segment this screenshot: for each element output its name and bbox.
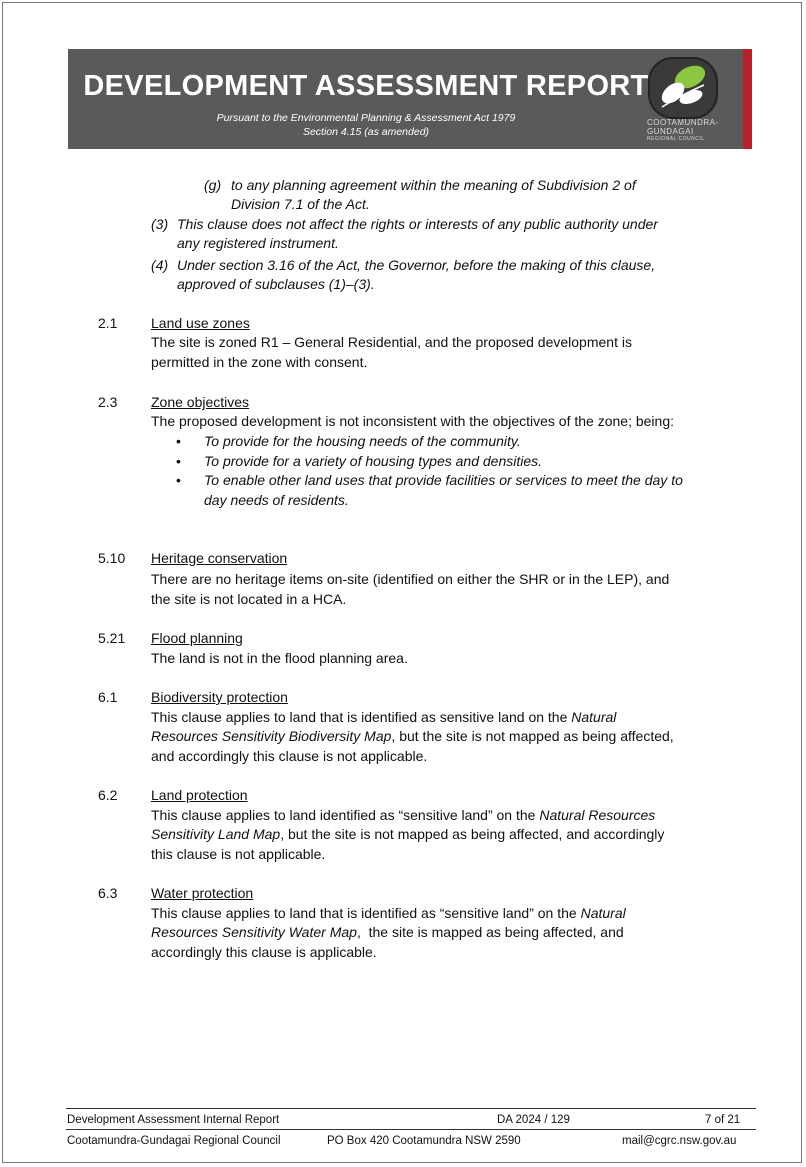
- clause-4-label: (4): [151, 257, 169, 273]
- footer-rule-middle: [66, 1129, 756, 1130]
- footer-da-number: DA 2024 / 129: [497, 1114, 570, 1126]
- section-number-6-2: 6.2: [98, 787, 118, 803]
- report-subtitle-act: Pursuant to the Environmental Planning & Assessment Act 1979: [216, 112, 516, 124]
- footer-council-name: Cootamundra-Gundagai Regional Council: [67, 1135, 281, 1147]
- report-banner: [68, 49, 752, 149]
- section-heading-land-use-zones: Land use zones: [151, 315, 250, 331]
- section-6-2-line-1: This clause applies to land identified as “sensitive land” on the Natural Resources: [151, 807, 656, 823]
- section-2-1-line-2: permitted in the zone with consent.: [151, 354, 368, 370]
- section-6-2-line-2: Sensitivity Land Map, but the site is not mapped as being affected, and accordingly: [151, 826, 665, 842]
- footer-report-name: Development Assessment Internal Report: [67, 1114, 280, 1126]
- clause-g-line-1: to any planning agreement within the meaning of Subdivision 2 of: [231, 177, 636, 193]
- footer-page-number: 7 of 21: [705, 1114, 741, 1126]
- clause-4-line-1: Under section 3.16 of the Act, the Governor, before the making of this clause,: [177, 257, 656, 273]
- bullet-icon: •: [176, 433, 181, 449]
- council-logo-text: COOTAMUNDRA- GUNDAGAI REGIONAL COUNCIL: [647, 118, 719, 142]
- zone-objective-2: To provide for a variety of housing types and densities.: [204, 453, 543, 469]
- bullet-icon: •: [176, 453, 181, 469]
- section-heading-water-protection: Water protection: [151, 885, 254, 901]
- section-6-2-line-3: this clause is not applicable.: [151, 846, 326, 862]
- section-5-21-line-1: The land is not in the flood planning area.: [151, 650, 408, 666]
- section-number-6-1: 6.1: [98, 689, 118, 705]
- report-title: DEVELOPMENT ASSESSMENT REPORT: [83, 70, 649, 102]
- zone-objective-3-line-2: day needs of residents.: [204, 492, 349, 508]
- banner-red-strip: [743, 49, 752, 149]
- clause-g-line-2: Division 7.1 of the Act.: [231, 196, 370, 212]
- footer-email-link[interactable]: mail@cgrc.nsw.gov.au: [622, 1135, 737, 1147]
- clause-g-label: (g): [204, 177, 222, 193]
- bullet-icon: •: [176, 472, 181, 488]
- section-6-1-line-1: This clause applies to land that is identified as sensitive land on the Natural: [151, 709, 617, 725]
- clause-4-line-2: approved of subclauses (1)–(3).: [177, 276, 375, 292]
- footer-rule-top: [66, 1108, 756, 1109]
- section-number-2-1: 2.1: [98, 315, 118, 331]
- section-2-1-line-1: The site is zoned R1 – General Residential, and the proposed development is: [151, 334, 632, 350]
- section-6-1-line-3: and accordingly this clause is not applicable.: [151, 748, 428, 764]
- section-6-3-line-1: This clause applies to land that is identified as “sensitive land” on the Natural: [151, 905, 626, 921]
- section-heading-flood-planning: Flood planning: [151, 630, 243, 646]
- section-heading-heritage-conservation: Heritage conservation: [151, 550, 288, 566]
- section-5-10-line-1: There are no heritage items on-site (identified on either the SHR or in the LEP), and: [151, 571, 670, 587]
- section-number-6-3: 6.3: [98, 885, 118, 901]
- zone-objective-1: To provide for the housing needs of the community.: [204, 433, 521, 449]
- section-heading-zone-objectives: Zone objectives: [151, 394, 250, 410]
- footer-po-box: PO Box 420 Cootamundra NSW 2590: [327, 1135, 521, 1147]
- section-6-3-line-2: Resources Sensitivity Water Map, the site is mapped as being affected, and: [151, 924, 624, 940]
- section-2-3-line-1: The proposed development is not inconsistent with the objectives of the zone; being:: [151, 413, 674, 429]
- section-number-5-10: 5.10: [98, 550, 126, 566]
- section-number-5-21: 5.21: [98, 630, 126, 646]
- section-6-3-line-3: accordingly this clause is applicable.: [151, 944, 377, 960]
- clause-3-line-1: This clause does not affect the rights or interests of any public authority under: [177, 216, 658, 232]
- section-heading-land-protection: Land protection: [151, 787, 248, 803]
- section-number-2-3: 2.3: [98, 394, 118, 410]
- section-heading-biodiversity-protection: Biodiversity protection: [151, 689, 288, 705]
- report-subtitle-section: Section 4.15 (as amended): [302, 126, 430, 138]
- zone-objective-3-line-1: To enable other land uses that provide facilities or services to meet the day to: [204, 472, 683, 488]
- section-6-1-line-2: Resources Sensitivity Biodiversity Map, but the site is not mapped as being affected,: [151, 728, 674, 744]
- clause-3-line-2: any registered instrument.: [177, 235, 339, 251]
- section-5-10-line-2: the site is not located in a HCA.: [151, 591, 347, 607]
- clause-3-label: (3): [151, 216, 169, 232]
